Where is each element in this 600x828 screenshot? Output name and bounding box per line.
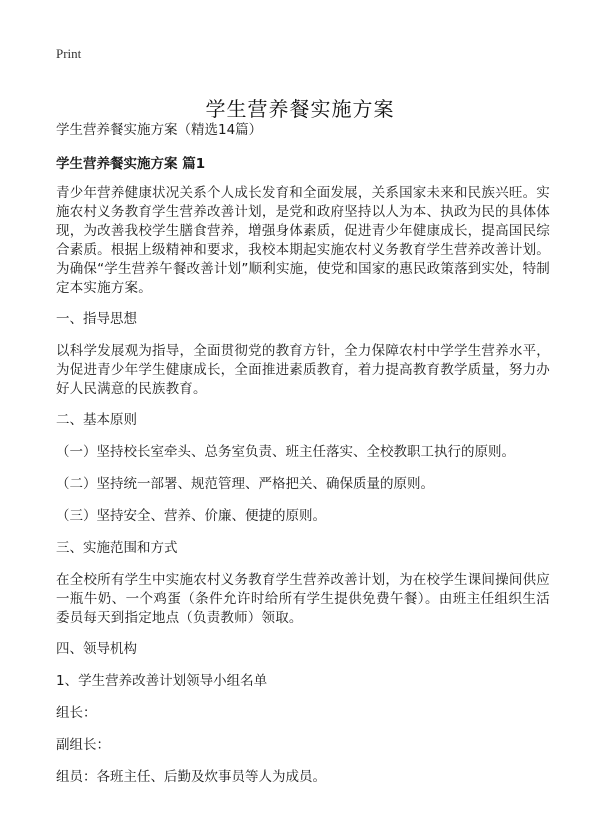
members-line: 组员：各班主任、后勤及炊事员等人为成员。: [56, 769, 326, 785]
leadership-list-heading: 1、学生营养改善计划领导小组名单: [56, 673, 268, 689]
page-title: 学生营养餐实施方案: [205, 97, 395, 122]
heading-guiding-ideology: 一、指导思想: [56, 311, 137, 327]
heading-leadership: 四、领导机构: [56, 641, 137, 657]
principle-item: （三）坚持安全、营养、价廉、便捷的原则。: [56, 508, 326, 524]
document-subtitle: 学生营养餐实施方案（精选14篇）: [56, 122, 263, 138]
scope-paragraph: 在全校所有学生中实施农村义务教育学生营养改善计划，为在校学生课间操间供应一瓶牛奶、一个鸡蛋（条件允许时给所有学生提供免费午餐）。由班主任组织生活委员每天到指定地点（负责教师）领取。: [56, 572, 550, 626]
principle-item: （一）坚持校长室牵头、总务室负责、班主任落实、全校教职工执行的原则。: [56, 444, 515, 460]
print-label[interactable]: Print: [56, 46, 82, 61]
leader-line: 组长：: [56, 705, 97, 721]
section-title: 学生营养餐实施方案 篇1: [56, 156, 206, 172]
heading-scope-and-method: 三、实施范围和方式: [56, 540, 178, 556]
deputy-leader-line: 副组长：: [56, 737, 110, 753]
intro-paragraph: 青少年营养健康状况关系个人成长发育和全面发展，关系国家未来和民族兴旺。实施农村义务教育学生营养改善计划，是党和政府坚持以人为本、执政为民的具体体现，为改善我校学生膳食营养，增强身体素质，促进青少年健康成长，提高国民综合素质。根据上级精神和要求，我校本期起实施农村义务教育学生营养改善计划。为确保“学生营养午餐改善计划”顺利实施，使党和国家的惠民政策落到实处，特制定本实施方案。: [56, 185, 550, 296]
principle-item: （二）坚持统一部署、规范管理、严格把关、确保质量的原则。: [56, 476, 434, 492]
heading-basic-principles: 二、基本原则: [56, 412, 137, 428]
guiding-ideology-paragraph: 以科学发展观为指导，全面贯彻党的教育方针，全力保障农村中学学生营养水平，为促进青少年学生健康成长，全面推进素质教育，着力提高教育教学质量，努力办好人民满意的民族教育。: [56, 343, 550, 397]
document-body: [56, 120, 550, 800]
